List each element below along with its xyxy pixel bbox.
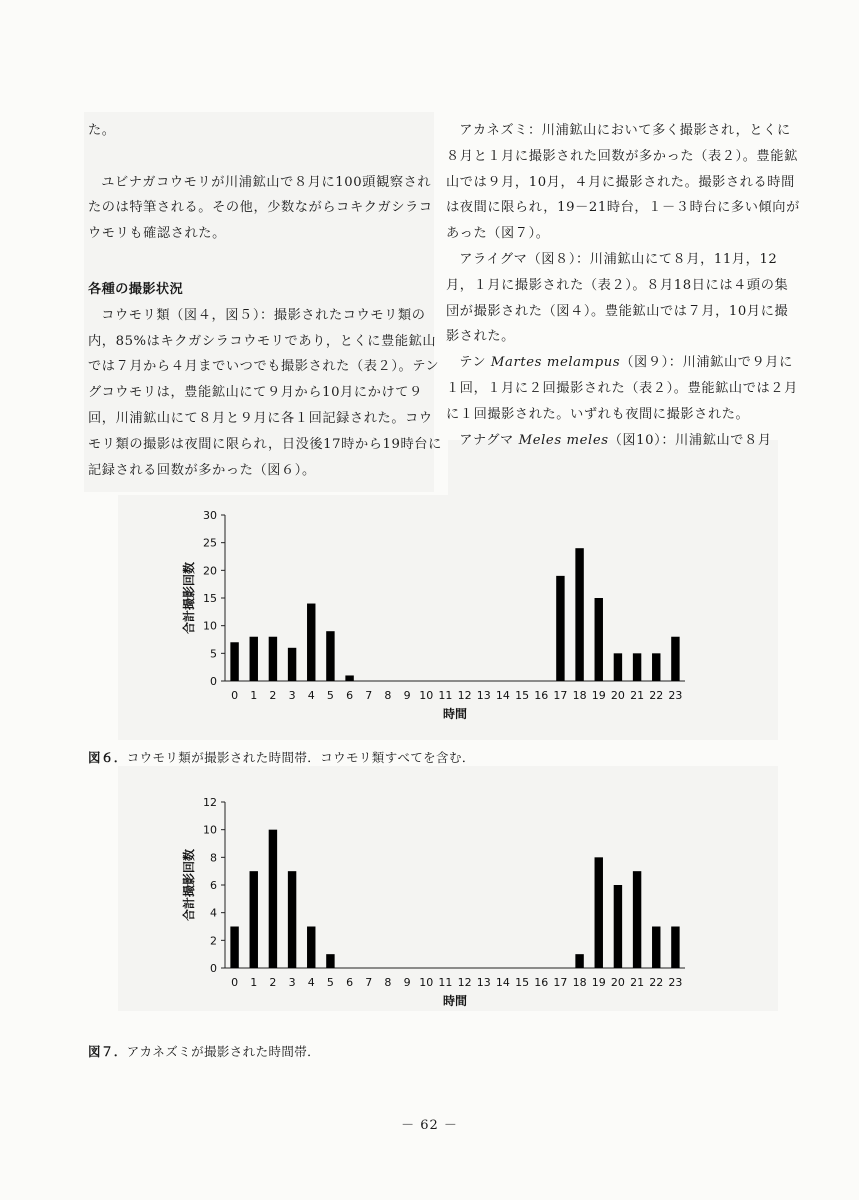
- figure-6-caption-text: コウモリ類が撮影された時間帯．コウモリ類すべてを含む．: [126, 750, 475, 765]
- left-paragraph: た。: [88, 123, 116, 138]
- x-tick-label: 19: [591, 976, 606, 989]
- x-tick-label: 12: [457, 689, 472, 702]
- bar: [288, 648, 296, 681]
- left-paragraph: コウモリ類（図４，図５）：撮影されたコウモリ類の内，85%はキクガシラコウモリであり，とくに豊能鉱山では７月から４月までいつでも撮影された（表２）。テングコウモリは，豊能鉱山にて９月から10月にかけて９回，川浦鉱山にて８月と９月に各１回記録された。コウモリ類の撮影は夜間に限られ，日没後17時から19時台に記録される回数が多かった（図６）。: [88, 307, 442, 478]
- x-tick-label: 4: [307, 976, 315, 989]
- x-tick-label: 2: [269, 976, 277, 989]
- x-tick-label: 0: [231, 976, 239, 989]
- x-tick-label: 22: [649, 976, 664, 989]
- y-tick-label: 30: [203, 509, 217, 522]
- x-tick-label: 21: [630, 689, 645, 702]
- x-tick-label: 19: [591, 689, 606, 702]
- bar: [633, 653, 641, 681]
- y-tick-label: 0: [210, 962, 217, 975]
- x-tick-label: 8: [384, 689, 392, 702]
- x-tick-label: 3: [288, 689, 296, 702]
- bar: [326, 631, 334, 681]
- x-tick-label: 17: [553, 689, 568, 702]
- y-tick-label: 15: [203, 592, 217, 605]
- x-tick-label: 22: [649, 689, 664, 702]
- x-tick-label: 5: [326, 689, 334, 702]
- y-axis-label: 合計撮影回数: [182, 848, 196, 922]
- x-tick-label: 9: [403, 976, 411, 989]
- figure-7-chart: [175, 792, 695, 1022]
- bar: [652, 927, 660, 969]
- bar: [595, 598, 603, 681]
- y-tick-label: 5: [210, 647, 217, 661]
- x-tick-label: 12: [457, 976, 472, 989]
- bar: [230, 642, 238, 681]
- right-paragraph: アカネズミ：川浦鉱山において多く撮影され，とくに８月と１月に撮影された回数が多かった（表２）。豊能鉱山では９月，10月，４月に撮影された。撮影される時間は夜間に限られ，19－21時台，１－３時台に多い傾向があった（図７）。: [446, 123, 800, 242]
- right-column: [446, 118, 800, 453]
- figure-7-caption-label: 図７．: [88, 1044, 127, 1059]
- bar: [614, 653, 622, 681]
- bar: [345, 675, 353, 681]
- y-tick-label: 12: [203, 796, 217, 809]
- bar: [614, 885, 622, 968]
- figure-7-caption: [88, 1042, 320, 1060]
- figure-7-caption-text: アカネズミが撮影された時間帯．: [126, 1044, 321, 1059]
- x-tick-label: 16: [534, 689, 549, 702]
- x-tick-label: 1: [250, 976, 258, 989]
- left-column: [88, 118, 442, 483]
- x-tick-label: 16: [534, 976, 549, 989]
- right-paragraph: アライグマ（図８）：川浦鉱山にて８月，11月，12月，１月に撮影された（表２）。８月18日には４頭の集団が撮影された（図４）。豊能鉱山では７月，10月に撮影された。: [446, 251, 789, 345]
- x-tick-label: 20: [610, 976, 625, 989]
- x-tick-label: 13: [476, 689, 491, 702]
- figure-6-chart: [175, 505, 695, 735]
- x-tick-label: 10: [419, 689, 434, 702]
- bar: [250, 637, 258, 681]
- bar: [307, 604, 315, 681]
- bar: [556, 576, 564, 681]
- x-tick-label: 10: [419, 976, 434, 989]
- section-heading: 各種の撮影状況: [88, 281, 184, 297]
- bar: [633, 871, 641, 968]
- bar: [250, 871, 258, 968]
- x-tick-label: 6: [346, 976, 354, 989]
- bar: [671, 927, 679, 969]
- right-paragraph: アナグマ Meles meles（図10）：川浦鉱山で８月: [459, 432, 772, 448]
- bar: [288, 871, 296, 968]
- x-tick-label: 7: [365, 976, 373, 989]
- x-tick-label: 15: [515, 689, 530, 702]
- y-tick-label: 10: [203, 823, 217, 837]
- x-tick-label: 18: [572, 689, 587, 702]
- bar: [575, 548, 583, 681]
- bar: [595, 857, 603, 968]
- x-tick-label: 21: [630, 976, 645, 989]
- y-tick-label: 8: [210, 851, 217, 865]
- bar: [269, 637, 277, 681]
- x-tick-label: 5: [326, 976, 334, 989]
- x-tick-label: 11: [438, 976, 453, 989]
- x-tick-label: 8: [384, 976, 392, 989]
- species-scientific-name: Meles meles: [518, 432, 609, 448]
- right-paragraph: テン Martes melampus（図９）：川浦鉱山で９月に１回，１月に２回撮影された（表２）。豊能鉱山では２月に１回撮影された。いずれも夜間に撮影された。: [446, 355, 798, 422]
- x-tick-label: 20: [610, 689, 625, 702]
- bar: [671, 637, 679, 681]
- bar: [307, 927, 315, 969]
- y-tick-label: 25: [203, 536, 217, 550]
- x-tick-label: 6: [346, 689, 354, 702]
- left-paragraph: ユビナガコウモリが川浦鉱山で８月に100頭観察されたのは特筆される。その他，少数ながらコキクガシラコウモリも確認された。: [88, 174, 433, 242]
- x-tick-label: 17: [553, 976, 568, 989]
- figure-6-caption-label: 図６．: [88, 750, 127, 765]
- species-scientific-name: Martes melampus: [490, 355, 621, 371]
- y-tick-label: 4: [210, 906, 217, 920]
- x-tick-label: 9: [403, 689, 411, 702]
- bar: [269, 830, 277, 968]
- bar: [326, 954, 334, 968]
- x-tick-label: 3: [288, 976, 296, 989]
- x-tick-label: 23: [668, 976, 683, 989]
- x-tick-label: 13: [476, 976, 491, 989]
- y-tick-label: 6: [210, 879, 217, 892]
- figure-6-bar-chart: [175, 505, 695, 735]
- x-tick-label: 0: [231, 689, 239, 702]
- page-number: － 62 －: [401, 1118, 458, 1133]
- x-axis-label: 時間: [442, 994, 468, 1008]
- x-tick-label: 14: [495, 976, 510, 989]
- bar: [652, 653, 660, 681]
- y-tick-label: 20: [203, 564, 217, 578]
- y-tick-label: 2: [210, 934, 217, 948]
- figure-7-bar-chart: [175, 792, 695, 1022]
- x-tick-label: 14: [495, 689, 510, 702]
- x-tick-label: 18: [572, 976, 587, 989]
- y-axis-label: 合計撮影回数: [182, 561, 196, 635]
- y-tick-label: 0: [210, 675, 217, 688]
- bar: [230, 927, 238, 969]
- x-tick-label: 7: [365, 689, 373, 702]
- x-tick-label: 15: [515, 976, 530, 989]
- figure-6-caption: [88, 748, 475, 766]
- x-tick-label: 4: [307, 689, 315, 702]
- x-tick-label: 11: [438, 689, 453, 702]
- x-axis-label: 時間: [442, 707, 468, 721]
- y-tick-label: 10: [203, 619, 217, 633]
- bar: [575, 954, 583, 968]
- x-tick-label: 1: [250, 689, 258, 702]
- x-tick-label: 23: [668, 689, 683, 702]
- x-tick-label: 2: [269, 689, 277, 702]
